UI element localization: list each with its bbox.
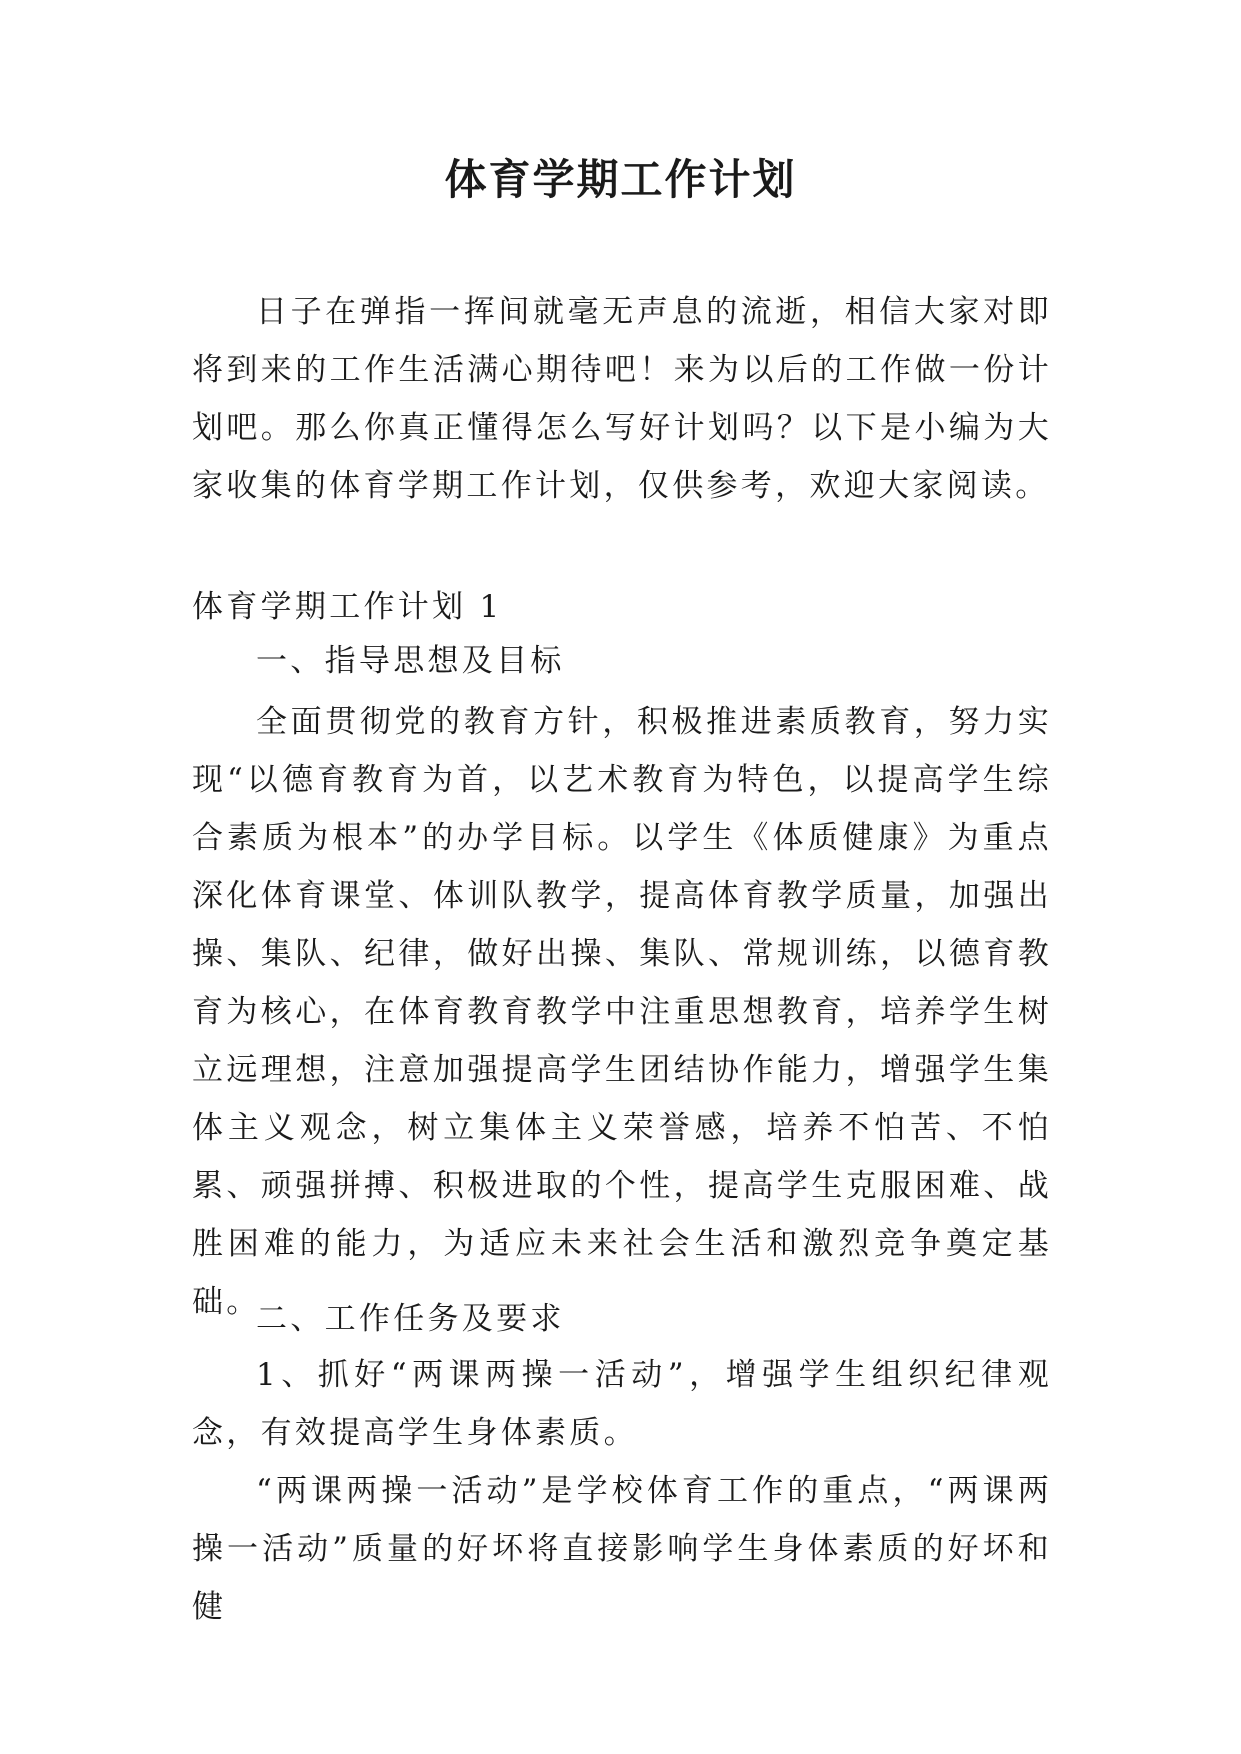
document-title: 体育学期工作计划 xyxy=(444,155,797,204)
body-paragraph-guiding-ideology: 全面贯彻党的教育方针，积极推进素质教育，努力实现“以德育教育为首，以艺术教育为特色，以提高学生综合素质为根本”的办学目标。以学生《体质健康》为重点深化体育课堂、体训队教学，提高体育教学质量，加强出操、集队、纪律，做好出操、集队、常规训练，以德育教育为核心，在体育教育教学中注重思想教育，培养学生树立远理想，注意加强提高学生团结协作能力，增强学生集体主义观念，树立集体主义荣誉感，培养不怕苦、不怕累、顽强拼搏、积极进取的个性，提高学生克服困难、战胜困难的能力，为适应未来社会生活和激烈竞争奠定基础。 xyxy=(192,704,1052,1320)
intro-paragraph: 日子在弹指一挥间就毫无声息的流逝，相信大家对即将到来的工作生活满心期待吧！来为以后的工作做一份计划吧。那么你真正懂得怎么写好计划吗？以下是小编为大家收集的体育学期工作计划，仅供参考，欢迎大家阅读。 xyxy=(192,294,1052,504)
body-paragraph-task-1-detail: “两课两操一活动”是学校体育工作的重点，“两课两操一活动”质量的好坏将直接影响学生身体素质的好坏和健 xyxy=(192,1473,1052,1625)
body-paragraph-task-1: 1、抓好“两课两操一活动”，增强学生组织纪律观念，有效提高学生身体素质。 xyxy=(192,1357,1052,1451)
sub-heading-guiding-ideology: 一、指导思想及目标 xyxy=(256,643,565,679)
sub-heading-tasks: 二、工作任务及要求 xyxy=(256,1301,565,1337)
section-heading: 体育学期工作计划 1 xyxy=(192,589,503,625)
